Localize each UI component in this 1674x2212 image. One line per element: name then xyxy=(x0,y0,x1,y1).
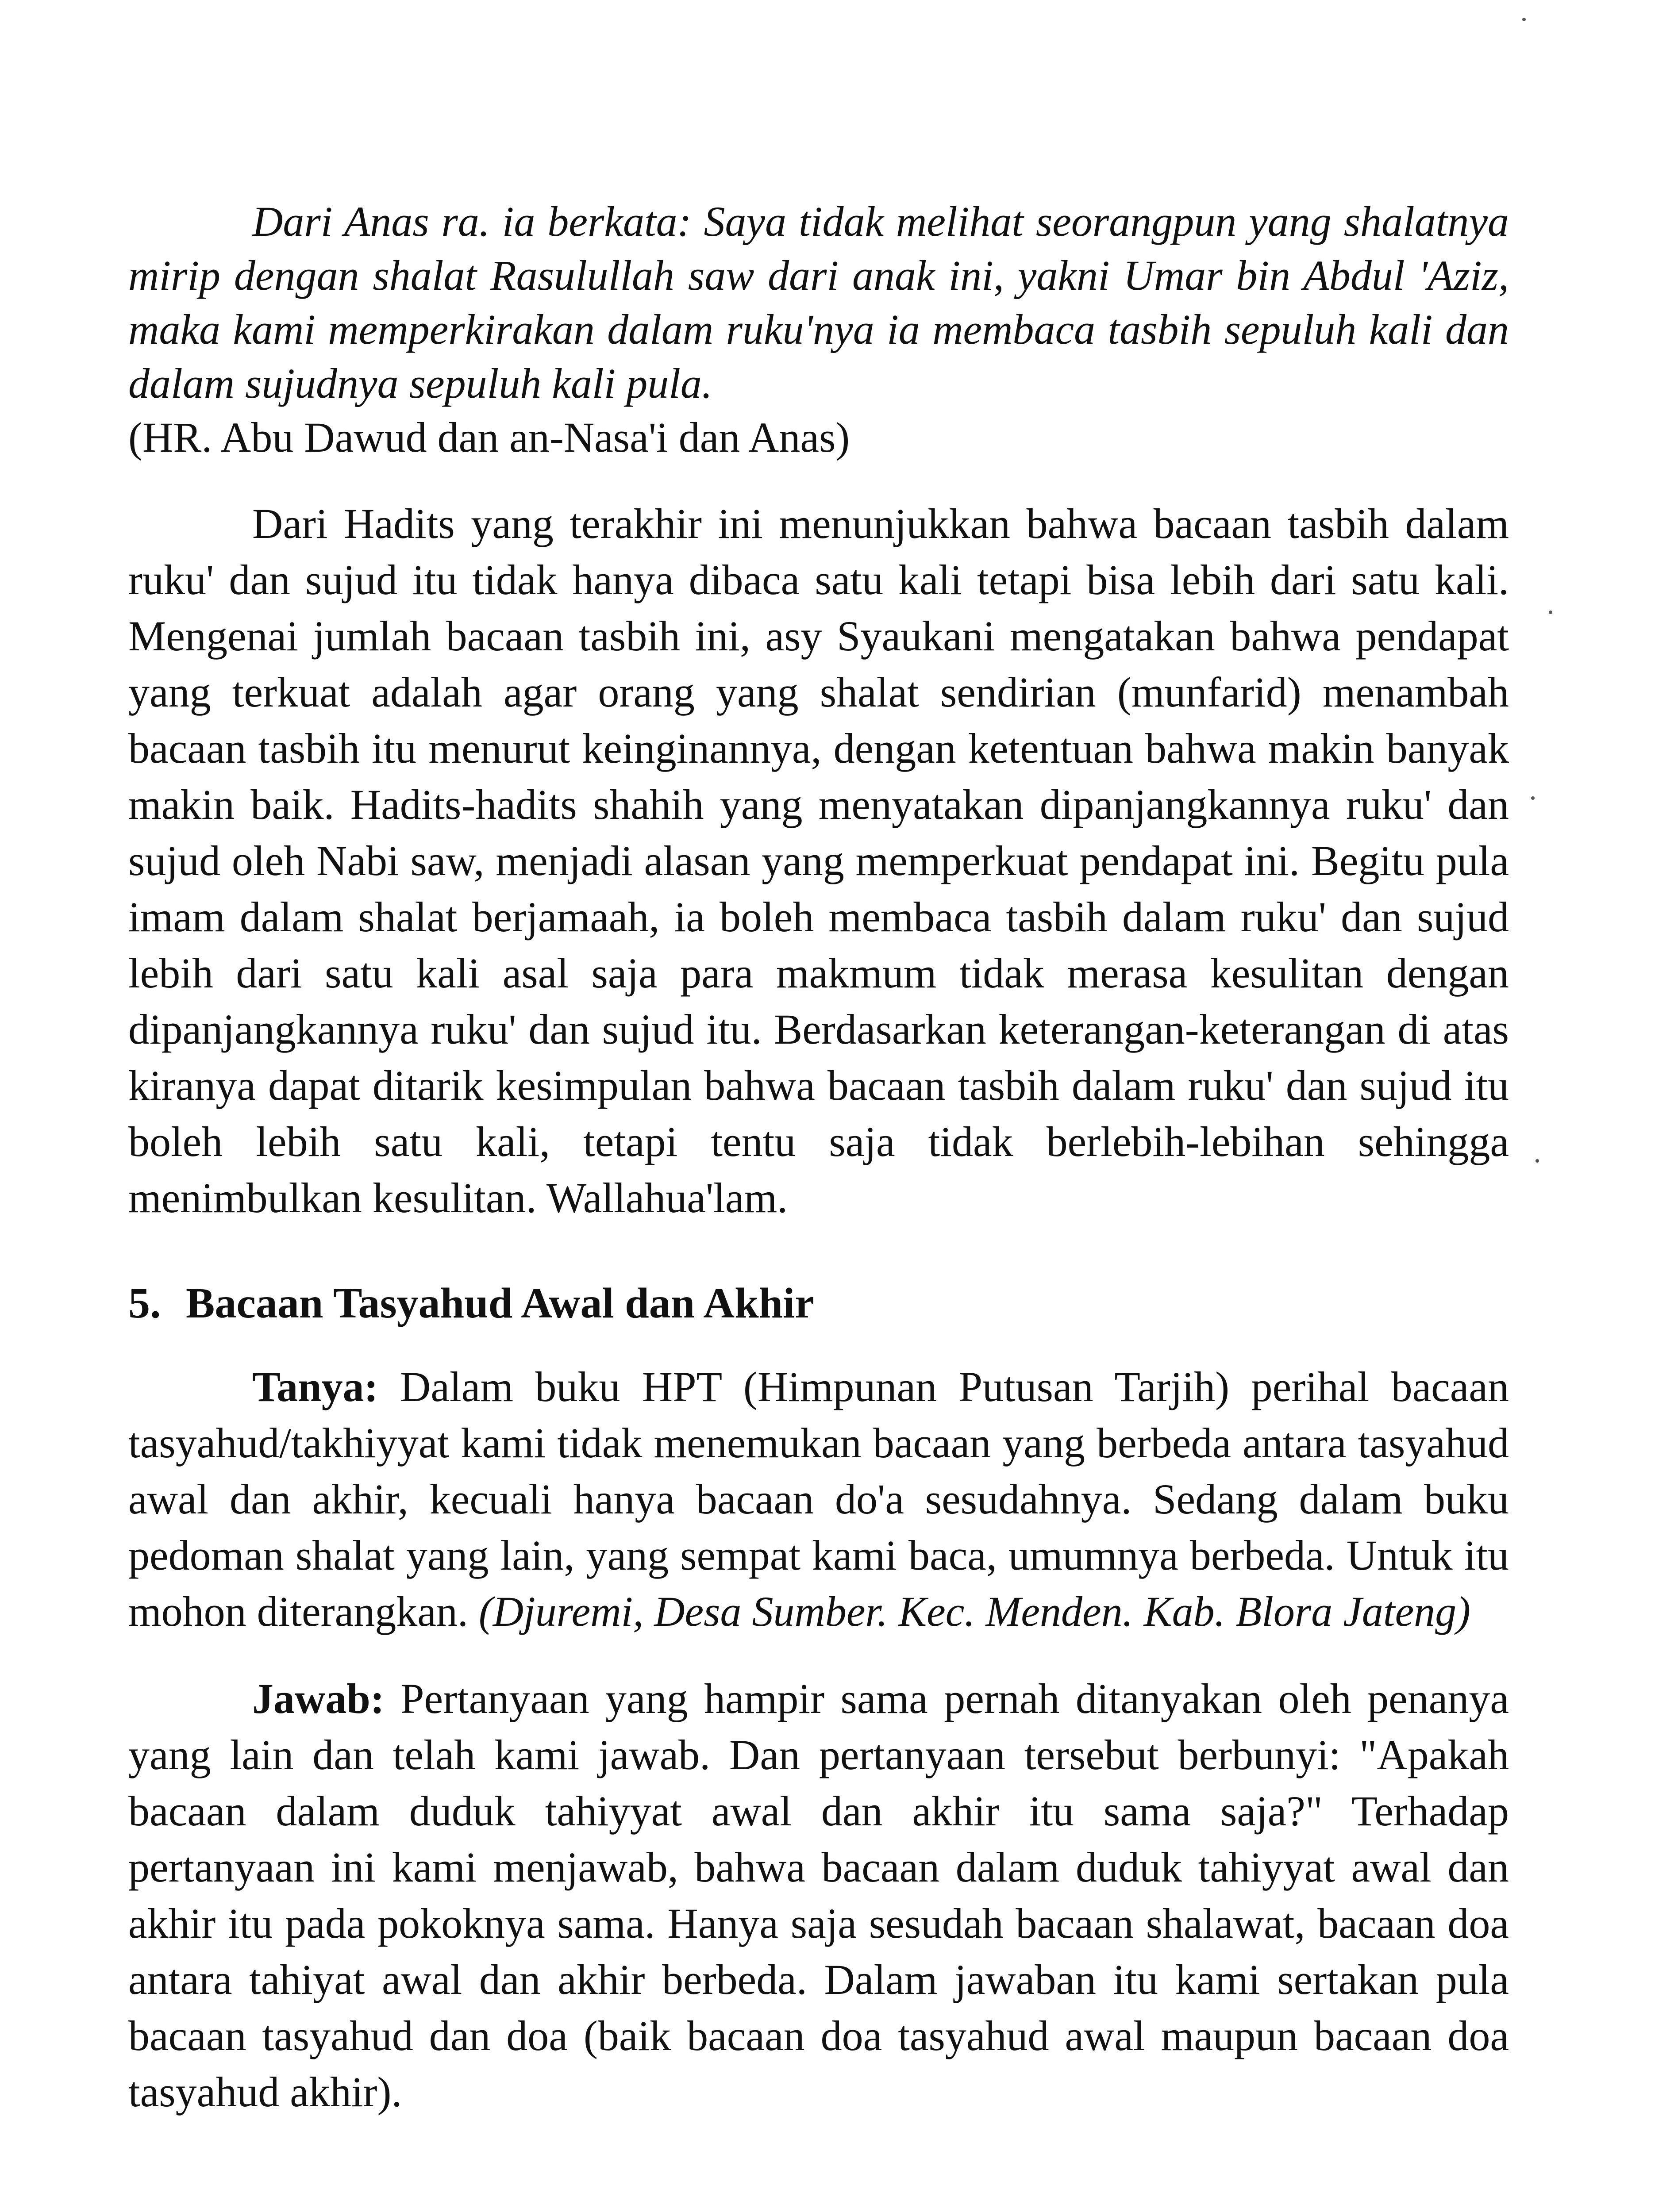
question-text: Dalam buku HPT (Himpunan Putusan Tarjih) perihal bacaan tasyahud/takhiyyat kami tidak menemukan bacaan yang berbeda antara tasyahud awal dan akhir, kecuali hanya bacaan do'a sesudahnya. Sedang dalam buku pedoman shalat yang lain, yang sempat kami baca, umumnya berbeda. Untuk itu mohon diterangkan. xyxy=(128,1363,1509,1635)
hadith-source: (HR. Abu Dawud dan an-Nasa'i dan Anas) xyxy=(128,414,850,461)
book-page xyxy=(128,195,1509,2151)
answer-paragraph xyxy=(128,1671,1509,2120)
scan-speck xyxy=(1531,796,1535,800)
answer-label: Jawab: xyxy=(252,1675,385,1722)
question-paragraph xyxy=(128,1359,1509,1640)
answer-text: Pertanyaan yang hampir sama pernah ditanyakan oleh penanya yang lain dan telah kami jawab. Dan pertanyaan tersebut berbunyi: "Apakah bacaan dalam duduk tahiyyat awal dan akhir itu sama saja?" Terhadap pertanyaan ini kami menjawab, bahwa bacaan dalam duduk tahiyyat awal dan akhir itu pada pokoknya sama. Hanya saja sesudah bacaan shalawat, bacaan doa antara tahiyat awal dan akhir berbeda. Dalam jawaban itu kami sertakan pula bacaan tasyahud dan doa (baik bacaan doa tasyahud awal maupun bacaan doa tasyahud akhir). xyxy=(128,1675,1509,2116)
scan-speck xyxy=(1549,611,1552,614)
scan-speck xyxy=(1535,1159,1539,1163)
hadith-quote: Dari Anas ra. ia berkata: Saya tidak melihat seorangpun yang shalatnya mirip dengan shalat Rasulullah saw dari anak ini, yakni Umar bin Abdul 'Aziz, maka kami memperkirakan dalam ruku'nya ia membaca tasbih sepuluh kali dan dalam sujudnya sepuluh kali pula. xyxy=(128,198,1509,407)
section-number: 5. xyxy=(128,1279,161,1327)
question-sender: (Djuremi, Desa Sumber. Kec. Menden. Kab. Blora Jateng) xyxy=(478,1588,1471,1635)
section-title: Bacaan Tasyahud Awal dan Akhir xyxy=(186,1279,814,1327)
scan-speck xyxy=(1522,18,1526,21)
question-label: Tanya: xyxy=(252,1363,378,1410)
section-heading xyxy=(128,1275,1509,1332)
explanation-paragraph: Dari Hadits yang terakhir ini menunjukkan bahwa bacaan tasbih dalam ruku' dan sujud itu tidak hanya dibaca satu kali tetapi bisa lebih dari satu kali. Mengenai jumlah bacaan tasbih ini, asy Syaukani mengatakan bahwa pendapat yang terkuat adalah agar orang yang shalat sendirian (munfarid) menambah bacaan tasbih itu menurut keinginannya, dengan ketentuan bahwa makin banyak makin baik. Hadits-hadits shahih yang menyatakan dipanjangkannya ruku' dan sujud oleh Nabi saw, menjadi alasan yang memperkuat pendapat ini. Begitu pula imam dalam shalat berjamaah, ia boleh membaca tasbih dalam ruku' dan sujud lebih dari satu kali asal saja para makmum tidak merasa kesulitan dengan dipanjangkannya ruku' dan sujud itu. Berdasarkan keterangan-keterangan di atas kiranya dapat ditarik kesimpulan bahwa bacaan tasbih dalam ruku' dan sujud itu boleh lebih satu kali, tetapi tentu saja tidak berlebih-lebihan sehingga menimbulkan kesulitan. Wallahua'lam. xyxy=(128,500,1509,1221)
